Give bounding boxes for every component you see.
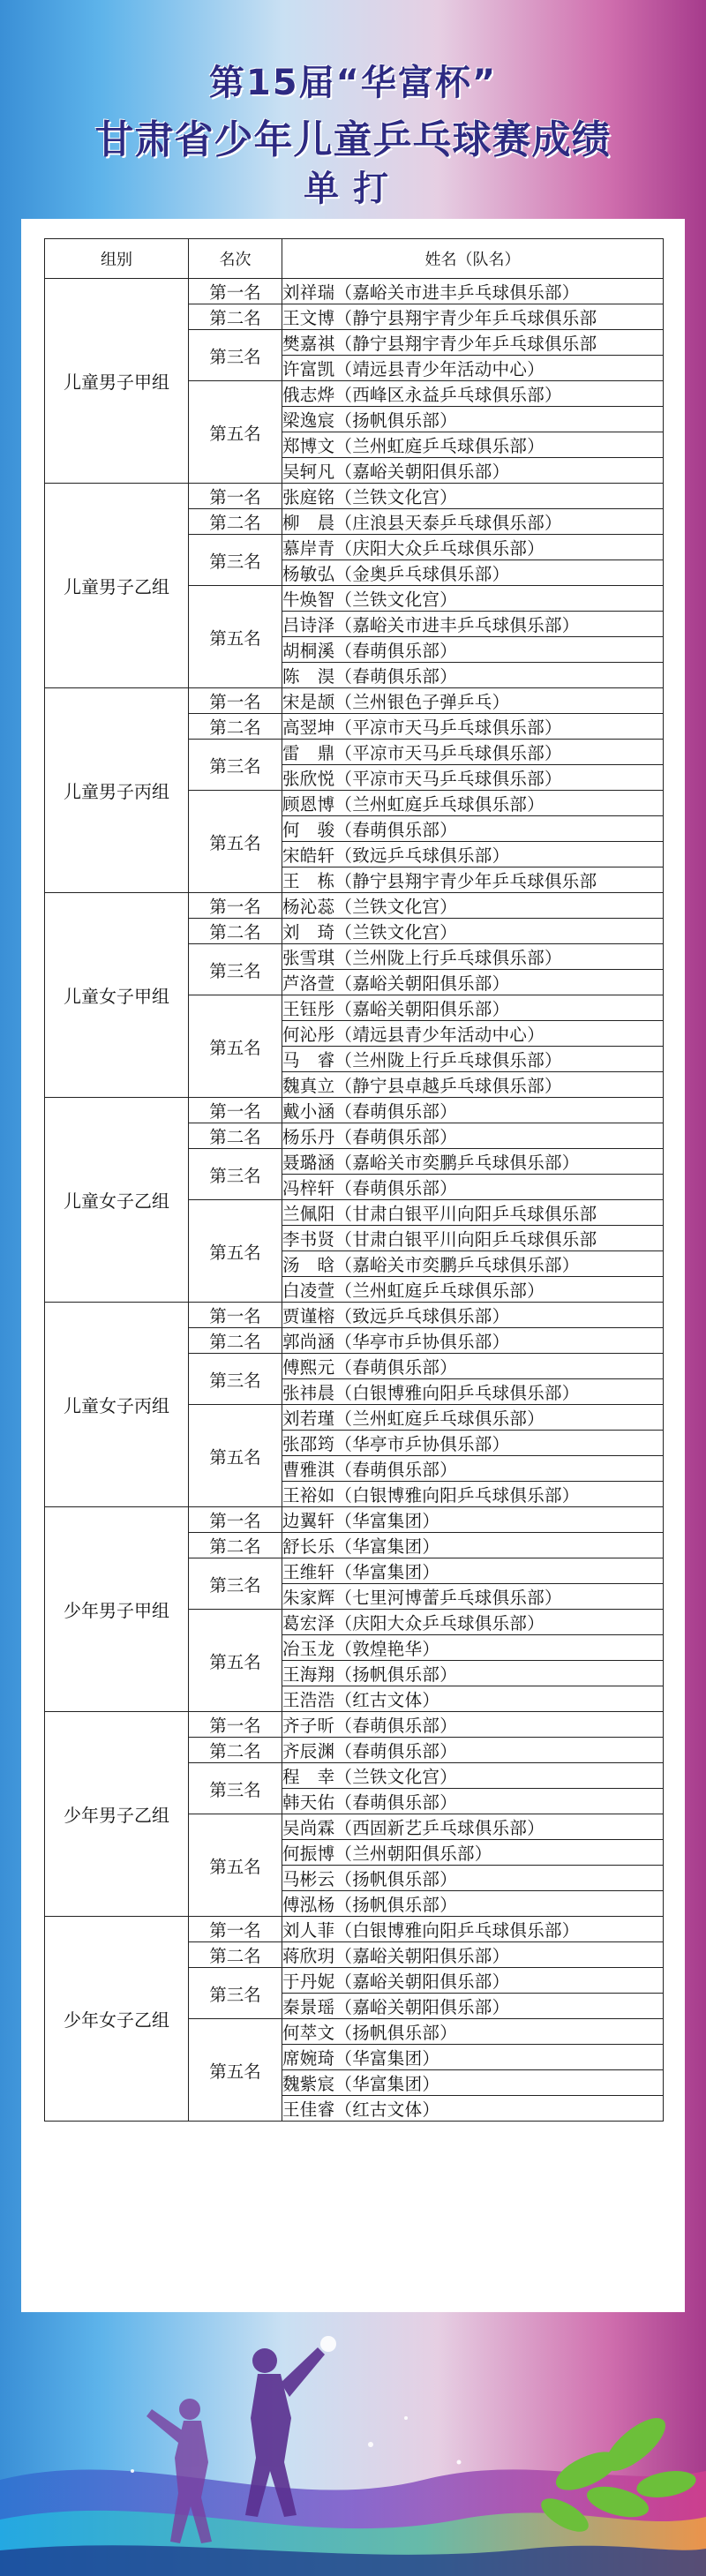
player-name-cell: 舒长乐（华富集团） bbox=[282, 1533, 664, 1558]
table-row bbox=[45, 688, 664, 714]
results-table-body bbox=[45, 279, 664, 2122]
player-name-cell: 何振博（兰州朝阳俱乐部） bbox=[282, 1840, 664, 1866]
results-sheet bbox=[21, 219, 685, 2312]
rank-cell: 第三名 bbox=[189, 1968, 282, 2019]
rank-cell: 第一名 bbox=[189, 279, 282, 304]
player-name-cell: 张欣悦（平凉市天马乒乓球俱乐部） bbox=[282, 765, 664, 791]
rank-cell: 第一名 bbox=[189, 1712, 282, 1738]
rank-cell: 第二名 bbox=[189, 1738, 282, 1763]
player-name-cell: 冶玉龙（敦煌艳华） bbox=[282, 1635, 664, 1661]
player-name-cell: 白凌萱（兰州虹庭乒乓球俱乐部） bbox=[282, 1277, 664, 1303]
table-row bbox=[45, 1098, 664, 1123]
player-name-cell: 杨敏弘（金奥乒乓球俱乐部） bbox=[282, 560, 664, 586]
player-name-cell: 魏真立（静宁县卓越乒乓球俱乐部） bbox=[282, 1072, 664, 1098]
player-name-cell: 程 幸（兰铁文化宫） bbox=[282, 1763, 664, 1789]
player-name-cell: 郭尚涵（华亭市乒协俱乐部） bbox=[282, 1328, 664, 1354]
player-name-cell: 王维轩（华富集团） bbox=[282, 1558, 664, 1584]
rank-cell: 第五名 bbox=[189, 381, 282, 484]
player-name-cell: 王文博（静宁县翔宇青少年乒乓球俱乐部 bbox=[282, 304, 664, 330]
player-name-cell: 蒋欣玥（嘉峪关朝阳俱乐部） bbox=[282, 1942, 664, 1968]
group-cell: 少年男子甲组 bbox=[45, 1507, 189, 1712]
player-name-cell: 王裕如（白银博雅向阳乒乓球俱乐部） bbox=[282, 1482, 664, 1507]
player-name-cell: 胡桐溪（春萌俱乐部） bbox=[282, 637, 664, 663]
rank-cell: 第三名 bbox=[189, 740, 282, 791]
player-name-cell: 韩天佑（春萌俱乐部） bbox=[282, 1789, 664, 1814]
player-name-cell: 王 栋（静宁县翔宇青少年乒乓球俱乐部 bbox=[282, 867, 664, 893]
player-name-cell: 何沁彤（靖远县青少年活动中心） bbox=[282, 1021, 664, 1047]
rank-cell: 第三名 bbox=[189, 944, 282, 995]
player-name-cell: 吕诗泽（嘉峪关市进丰乒乓球俱乐部） bbox=[282, 612, 664, 637]
rank-cell: 第五名 bbox=[189, 1814, 282, 1917]
player-name-cell: 齐子昕（春萌俱乐部） bbox=[282, 1712, 664, 1738]
player-name-cell: 席婉琦（华富集团） bbox=[282, 2045, 664, 2070]
player-name-cell: 傅泓杨（扬帆俱乐部） bbox=[282, 1891, 664, 1917]
player-name-cell: 俄志烨（西峰区永益乒乓球俱乐部） bbox=[282, 381, 664, 407]
rank-cell: 第二名 bbox=[189, 1942, 282, 1968]
player-name-cell: 王钰彤（嘉峪关朝阳俱乐部） bbox=[282, 995, 664, 1021]
player-name-cell: 于丹妮（嘉峪关朝阳俱乐部） bbox=[282, 1968, 664, 1994]
rank-cell: 第一名 bbox=[189, 484, 282, 509]
player-name-cell: 樊嘉祺（静宁县翔宇青少年乒乓球俱乐部 bbox=[282, 330, 664, 356]
group-cell: 儿童女子甲组 bbox=[45, 893, 189, 1098]
rank-cell: 第二名 bbox=[189, 1533, 282, 1558]
player-name-cell: 兰佩阳（甘肃白银平川向阳乒乓球俱乐部 bbox=[282, 1200, 664, 1226]
player-name-cell: 傅熙元（春萌俱乐部） bbox=[282, 1354, 664, 1379]
title-line-1: 第15届“华富杯” bbox=[208, 63, 498, 103]
player-name-cell: 慕岸青（庆阳大众乒乓球俱乐部） bbox=[282, 535, 664, 560]
player-name-cell: 顾恩博（兰州虹庭乒乓球俱乐部） bbox=[282, 791, 664, 816]
player-name-cell: 张雪琪（兰州陇上行乒乓球俱乐部） bbox=[282, 944, 664, 970]
rank-cell: 第二名 bbox=[189, 1123, 282, 1149]
rank-cell: 第五名 bbox=[189, 995, 282, 1098]
group-cell: 儿童男子甲组 bbox=[45, 279, 189, 484]
column-header-group: 组别 bbox=[45, 239, 189, 279]
player-name-cell: 张庭铭（兰铁文化宫） bbox=[282, 484, 664, 509]
player-name-cell: 李书贤（甘肃白银平川向阳乒乓球俱乐部 bbox=[282, 1226, 664, 1251]
player-name-cell: 王海翔（扬帆俱乐部） bbox=[282, 1661, 664, 1686]
player-name-cell: 刘人菲（白银博雅向阳乒乓球俱乐部） bbox=[282, 1917, 664, 1942]
rank-cell: 第三名 bbox=[189, 1354, 282, 1405]
player-name-cell: 张邵筠（华亭市乒协俱乐部） bbox=[282, 1431, 664, 1456]
rank-cell: 第三名 bbox=[189, 1149, 282, 1200]
rank-cell: 第五名 bbox=[189, 2019, 282, 2122]
group-cell: 少年女子乙组 bbox=[45, 1917, 189, 2122]
rank-cell: 第五名 bbox=[189, 1405, 282, 1507]
title-line-2: 甘肃省少年儿童乒乓球赛成绩 bbox=[94, 117, 612, 162]
player-name-cell: 王浩浩（红古文体） bbox=[282, 1686, 664, 1712]
player-name-cell: 马彬云（扬帆俱乐部） bbox=[282, 1866, 664, 1891]
poster-header bbox=[0, 0, 706, 219]
table-row bbox=[45, 1303, 664, 1328]
player-name-cell: 吴尚霖（西固新艺乒乓球俱乐部） bbox=[282, 1814, 664, 1840]
group-cell: 儿童男子乙组 bbox=[45, 484, 189, 688]
player-name-cell: 聂璐涵（嘉峪关市奕鹏乒乓球俱乐部） bbox=[282, 1149, 664, 1175]
player-name-cell: 齐辰渊（春萌俱乐部） bbox=[282, 1738, 664, 1763]
player-name-cell: 何萃文（扬帆俱乐部） bbox=[282, 2019, 664, 2045]
player-name-cell: 马 睿（兰州陇上行乒乓球俱乐部） bbox=[282, 1047, 664, 1072]
rank-cell: 第五名 bbox=[189, 586, 282, 688]
player-name-cell: 冯梓轩（春萌俱乐部） bbox=[282, 1175, 664, 1200]
rank-cell: 第二名 bbox=[189, 714, 282, 740]
rank-cell: 第一名 bbox=[189, 1098, 282, 1123]
player-name-cell: 朱家辉（七里河博蕾乒乓球俱乐部） bbox=[282, 1584, 664, 1610]
rank-cell: 第三名 bbox=[189, 1763, 282, 1814]
decorative-footer bbox=[0, 2312, 706, 2576]
player-name-cell: 戴小涵（春萌俱乐部） bbox=[282, 1098, 664, 1123]
table-header-row bbox=[45, 239, 664, 279]
player-name-cell: 何 骏（春萌俱乐部） bbox=[282, 816, 664, 842]
player-name-cell: 边翼轩（华富集团） bbox=[282, 1507, 664, 1533]
rank-cell: 第五名 bbox=[189, 1610, 282, 1712]
rank-cell: 第一名 bbox=[189, 688, 282, 714]
rank-cell: 第一名 bbox=[189, 1507, 282, 1533]
player-name-cell: 雷 鼎（平凉市天马乒乓球俱乐部） bbox=[282, 740, 664, 765]
player-name-cell: 刘若瑾（兰州虹庭乒乓球俱乐部） bbox=[282, 1405, 664, 1431]
player-name-cell: 宋皓轩（致远乒乓球俱乐部） bbox=[282, 842, 664, 867]
rank-cell: 第二名 bbox=[189, 509, 282, 535]
rank-cell: 第五名 bbox=[189, 1200, 282, 1303]
footer-artwork bbox=[0, 2312, 706, 2576]
player-name-cell: 杨沁蕊（兰铁文化宫） bbox=[282, 893, 664, 919]
player-name-cell: 王佳睿（红古文体） bbox=[282, 2096, 664, 2122]
group-cell: 儿童女子乙组 bbox=[45, 1098, 189, 1303]
group-cell: 少年男子乙组 bbox=[45, 1712, 189, 1917]
rank-cell: 第三名 bbox=[189, 330, 282, 381]
rank-cell: 第二名 bbox=[189, 919, 282, 944]
player-name-cell: 郑博文（兰州虹庭乒乓球俱乐部） bbox=[282, 432, 664, 458]
rank-cell: 第一名 bbox=[189, 1303, 282, 1328]
player-name-cell: 许富凯（靖远县青少年活动中心） bbox=[282, 356, 664, 381]
column-header-rank: 名次 bbox=[189, 239, 282, 279]
table-row bbox=[45, 1712, 664, 1738]
player-name-cell: 高翌坤（平凉市天马乒乓球俱乐部） bbox=[282, 714, 664, 740]
player-name-cell: 柳 晨（庄浪县天泰乒乓球俱乐部） bbox=[282, 509, 664, 535]
table-row bbox=[45, 484, 664, 509]
player-name-cell: 宋是颉（兰州银色子弹乒乓） bbox=[282, 688, 664, 714]
player-name-cell: 陈 淏（春萌俱乐部） bbox=[282, 663, 664, 688]
column-header-name: 姓名（队名） bbox=[282, 239, 664, 279]
player-name-cell: 魏紫宸（华富集团） bbox=[282, 2070, 664, 2096]
rank-cell: 第三名 bbox=[189, 1558, 282, 1610]
rank-cell: 第一名 bbox=[189, 893, 282, 919]
table-row bbox=[45, 279, 664, 304]
player-name-cell: 牛焕智（兰铁文化宫） bbox=[282, 586, 664, 612]
player-name-cell: 秦景瑶（嘉峪关朝阳俱乐部） bbox=[282, 1994, 664, 2019]
rank-cell: 第二名 bbox=[189, 1328, 282, 1354]
player-name-cell: 杨乐丹（春萌俱乐部） bbox=[282, 1123, 664, 1149]
title-line-3: 单打 bbox=[304, 169, 402, 209]
player-name-cell: 曹雅淇（春萌俱乐部） bbox=[282, 1456, 664, 1482]
table-row bbox=[45, 893, 664, 919]
player-name-cell: 葛宏泽（庆阳大众乒乓球俱乐部） bbox=[282, 1610, 664, 1635]
player-name-cell: 刘 琦（兰铁文化宫） bbox=[282, 919, 664, 944]
group-cell: 儿童女子丙组 bbox=[45, 1303, 189, 1507]
player-name-cell: 张祎晨（白银博雅向阳乒乓球俱乐部） bbox=[282, 1379, 664, 1405]
player-name-cell: 梁逸宸（扬帆俱乐部） bbox=[282, 407, 664, 432]
rank-cell: 第二名 bbox=[189, 304, 282, 330]
player-name-cell: 贾谨榕（致远乒乓球俱乐部） bbox=[282, 1303, 664, 1328]
rank-cell: 第五名 bbox=[189, 791, 282, 893]
results-table bbox=[44, 238, 664, 2122]
rank-cell: 第一名 bbox=[189, 1917, 282, 1942]
player-name-cell: 汤 晗（嘉峪关市奕鹏乒乓球俱乐部） bbox=[282, 1251, 664, 1277]
player-name-cell: 芦洛萱（嘉峪关朝阳俱乐部） bbox=[282, 970, 664, 995]
player-name-cell: 刘祥瑞（嘉峪关市进丰乒乓球俱乐部） bbox=[282, 279, 664, 304]
group-cell: 儿童男子丙组 bbox=[45, 688, 189, 893]
table-row bbox=[45, 1917, 664, 1942]
player-name-cell: 吴轲凡（嘉峪关朝阳俱乐部） bbox=[282, 458, 664, 484]
rank-cell: 第三名 bbox=[189, 535, 282, 586]
table-row bbox=[45, 1507, 664, 1533]
